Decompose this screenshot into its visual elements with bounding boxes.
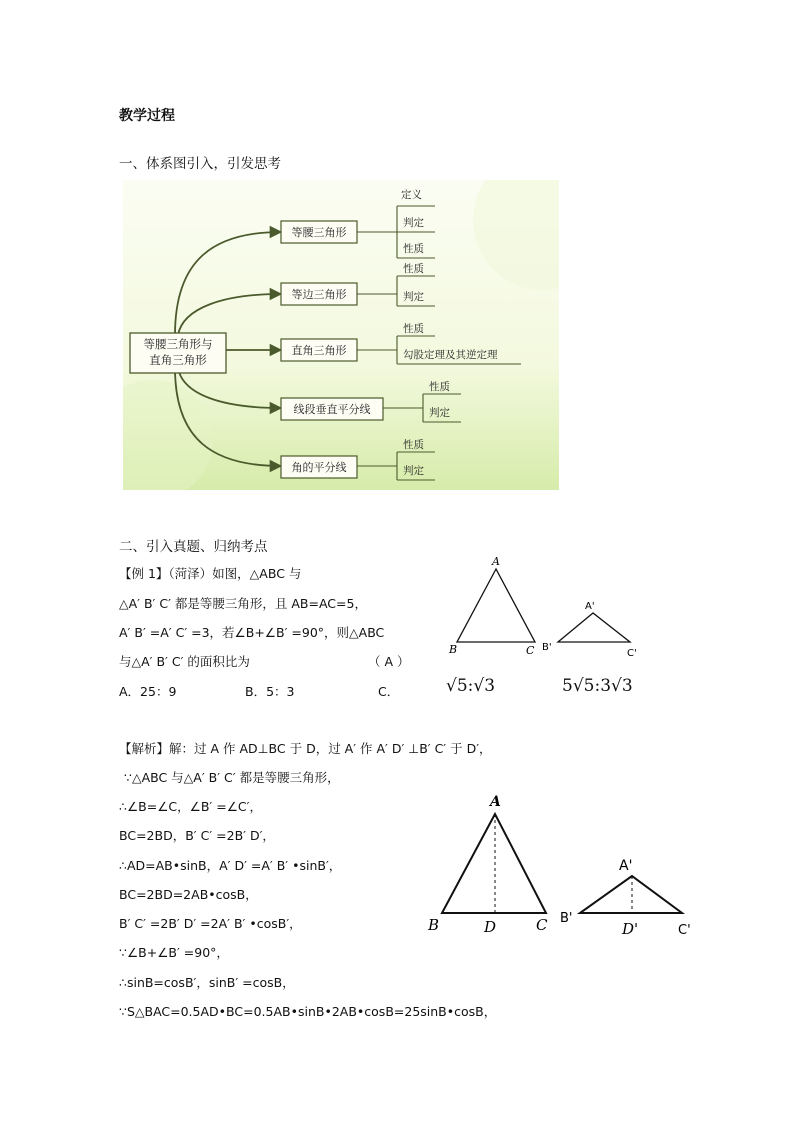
page-title: 教学过程 [119,108,175,124]
option-b: B．5：3 [245,684,295,699]
solution-line-2: ∵△ABC 与△A′ B′ C′ 都是等腰三角形， [124,770,340,785]
branch-label-angle-bisector: 角的平分线 [291,461,347,474]
label2-c: C [536,916,548,934]
leaf-isosceles-definition: 定义 [401,189,422,201]
label2-d: D [484,918,497,936]
mindmap-root-line2: 直角三角形 [149,353,207,367]
label2-c-prime: C' [678,923,691,938]
option-d-formula: 5√5:3√3 [562,676,633,696]
branch-label-equilateral: 等边三角形 [291,288,347,301]
leaf-angle-bisector-property: 性质 [403,439,424,451]
label2-b-prime: B' [560,911,573,926]
solution-line-3: ∴∠B=∠C，∠B′ =∠C′， [119,799,262,814]
section-heading-2: 二、引入真题、归纳考点 [119,539,268,555]
solution-line-9: ∴sinB=cosB′，sinB′ =cosB， [119,975,295,990]
label-b: B [449,643,458,656]
option-c-formula: √5:√3 [446,676,496,696]
leaf-bisector-judge: 判定 [429,407,450,419]
leaf-right-property: 性质 [403,323,424,335]
example-line-2: △A′ B′ C′ 都是等腰三角形，且 AB=AC=5， [119,596,367,611]
leaf-isosceles-property: 性质 [403,243,424,255]
solution-line-5: ∴AD=AB•sinB，A′ D′ =A′ B′ •sinB′， [119,858,342,873]
label2-d-prime: D' [622,920,639,938]
label2-b: B [428,916,440,934]
triangle-a2b2c2-small [580,876,682,913]
leaf-equilateral-property: 性质 [403,263,424,275]
example-answer: （ A ） [368,654,410,669]
branch-label-right: 直角三角形 [291,344,347,357]
label-a: A [492,555,500,568]
solution-line-8: ∵∠B+∠B′ =90°， [119,945,229,960]
mindmap-root-line1: 等腰三角形与 [143,337,213,351]
section-heading-1: 一、体系图引入，引发思考 [119,156,281,172]
triangle-a2b2c2 [558,613,630,642]
solution-figure [420,790,710,940]
label2-a-prime: A' [619,858,633,874]
solution-line-1: 【解析】解：过 A 作 AD⊥BC 于 D，过 A′ 作 A′ D′ ⊥B′ C′ 于 D′， [119,741,492,756]
option-a: A．25：9 [119,684,177,699]
branch-label-isosceles: 等腰三角形 [291,226,347,239]
triangle-abc-large [442,814,546,913]
example-figure [440,552,640,662]
label-b-prime: B' [542,642,552,653]
example-line-3: A′ B′ =A′ C′ =3，若∠B+∠B′ =90°，则△ABC [119,625,385,640]
branch-label-bisector: 线段垂直平分线 [293,403,371,416]
example-line-4: 与△A′ B′ C′ 的面积比为 [119,654,250,669]
leaf-angle-bisector-judge: 判定 [403,465,424,477]
label-c: C [526,644,535,657]
leaf-bisector-property: 性质 [429,381,450,393]
leaf-right-pythagoras: 勾股定理及其逆定理 [403,349,498,361]
option-c: C． [378,684,400,699]
label2-a: A [490,794,501,810]
example-line-1: 【例 1】（菏泽）如图，△ABC 与 [119,566,302,581]
solution-line-4: BC=2BD，B′ C′ =2B′ D′， [119,828,275,843]
label-c-prime: C' [627,648,637,659]
label-a-prime: A' [585,601,595,612]
solution-line-6: BC=2BD=2AB•cosB， [119,887,258,902]
triangle-abc [457,569,535,642]
leaf-equilateral-judge: 判定 [403,291,424,303]
concept-mindmap [123,180,559,490]
solution-line-10: ∵S△BAC=0.5AD•BC=0.5AB•sinB•2AB•cosB=25sinB•cosB， [119,1004,497,1019]
leaf-isosceles-judge: 判定 [403,217,424,229]
solution-line-7: B′ C′ =2B′ D′ =2A′ B′ •cosB′， [119,916,302,931]
